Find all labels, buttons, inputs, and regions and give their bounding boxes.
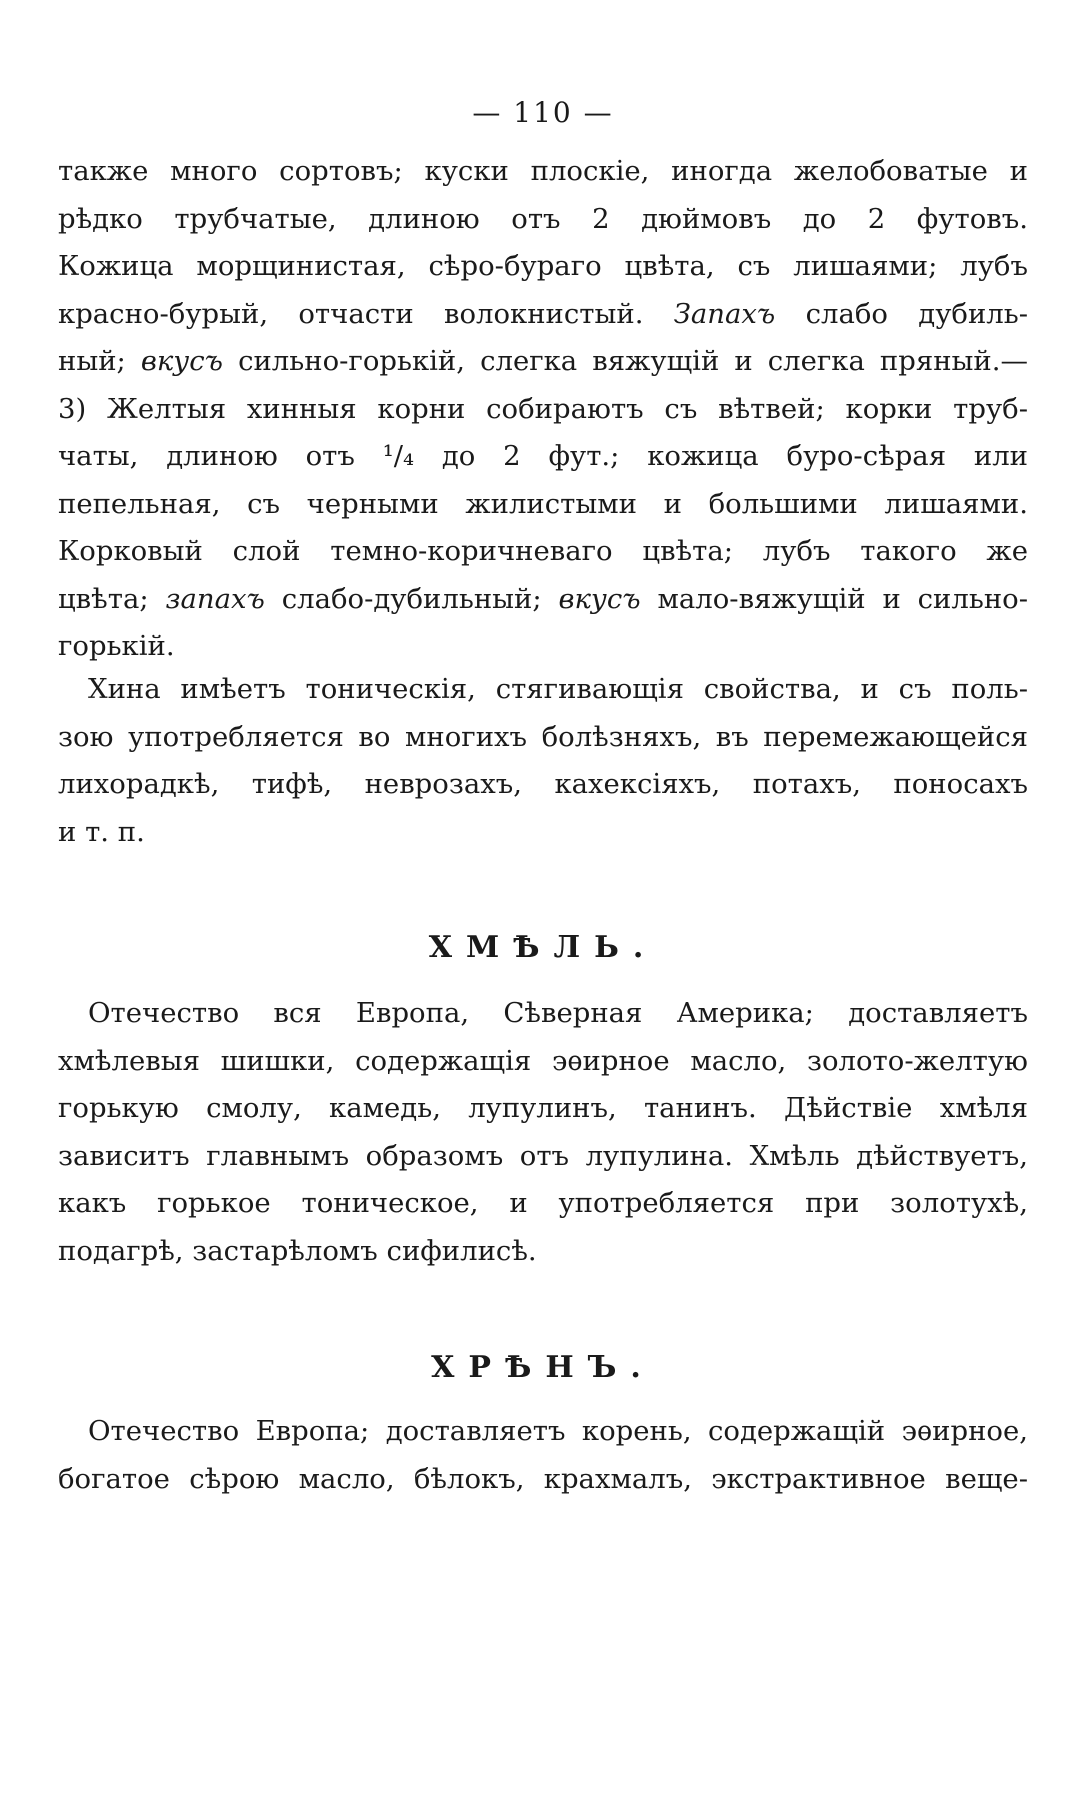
text-line: также много сортовъ; куски плоскіе, иногда желобоватые и xyxy=(58,155,1028,187)
text-line: лихорадкѣ, тифѣ, неврозахъ, кахексіяхъ, потахъ, поносахъ xyxy=(58,768,1028,800)
text-line: и т. п. xyxy=(58,815,145,848)
italic-term: Запахъ xyxy=(673,297,776,330)
text-line: ный; вкусъ сильно-горькій, слегка вяжущій и слегка пряный.— xyxy=(58,345,1028,377)
italic-term: запахъ xyxy=(165,582,265,615)
fraction: ¹/₄ xyxy=(382,440,415,472)
page-number: — 110 — xyxy=(472,96,614,129)
text-line: цвѣта; запахъ слабо-дубильный; вкусъ мало-вяжущій и сильно- xyxy=(58,582,1028,615)
text-line: зависитъ главнымъ образомъ отъ лупулина. Хмѣль дѣйствуетъ, xyxy=(58,1139,1028,1172)
text-line: красно-бурый, отчасти волокнистый. Запахъ слабо дубиль- xyxy=(58,297,1029,330)
paragraph-horseradish xyxy=(58,1408,1028,1503)
text-line: горькую смолу, камедь, лупулинъ, танинъ. Дѣйствіе хмѣля xyxy=(58,1092,1028,1124)
text-line: горькій. xyxy=(58,630,175,662)
paragraph-cinchona-uses xyxy=(58,666,1028,856)
text-line: Хина имѣетъ тоническія, стягивающія свойства, и съ поль- xyxy=(88,673,1028,705)
italic-term: вкусъ xyxy=(140,345,223,377)
text-line: Отечество Европа; доставляетъ корень, содержащій эѳирное, xyxy=(88,1415,1028,1447)
text-line: пепельная, съ черными жилистыми и большими лишаями. xyxy=(58,487,1028,520)
text-line: Корковый слой темно-коричневаго цвѣта; лубъ такого же xyxy=(58,535,1028,567)
text-line: 3) Желтыя хинныя корни собираютъ съ вѣтвей; корки труб- xyxy=(58,392,1028,425)
text-line: чаты, длиною отъ ¹/₄ до 2 фут.; кожица буро-сѣрая или xyxy=(58,440,1028,472)
text-line: подагрѣ, застарѣломъ сифилисѣ. xyxy=(58,1234,537,1267)
text-line: богатое сѣрою масло, бѣлокъ, крахмалъ, экстрактивное веще- xyxy=(58,1462,1028,1495)
text-line: Кожица морщинистая, сѣро-бураго цвѣта, съ лишаями; лубъ xyxy=(58,250,1028,282)
paragraph-hops xyxy=(58,990,1028,1275)
italic-term: вкусъ xyxy=(558,582,641,615)
text-line: рѣдко трубчатые, длиною отъ 2 дюймовъ до 2 футовъ. xyxy=(58,202,1028,235)
paragraph-cinchona-description xyxy=(58,148,1028,671)
text-line: Отечество вся Европа, Сѣверная Америка; доставляетъ xyxy=(88,997,1028,1029)
section-heading-hops: ХМѢЛЬ. xyxy=(428,930,658,965)
text-line: зою употребляется во многихъ болѣзняхъ, въ перемежающейся xyxy=(58,720,1028,753)
text-line: хмѣлевыя шишки, содержащія эѳирное масло, золото-желтую xyxy=(58,1044,1028,1077)
text-line: какъ горькое тоническое, и употребляется при золотухѣ, xyxy=(58,1187,1028,1219)
section-heading-horseradish: ХРѢНЪ. xyxy=(431,1350,655,1385)
